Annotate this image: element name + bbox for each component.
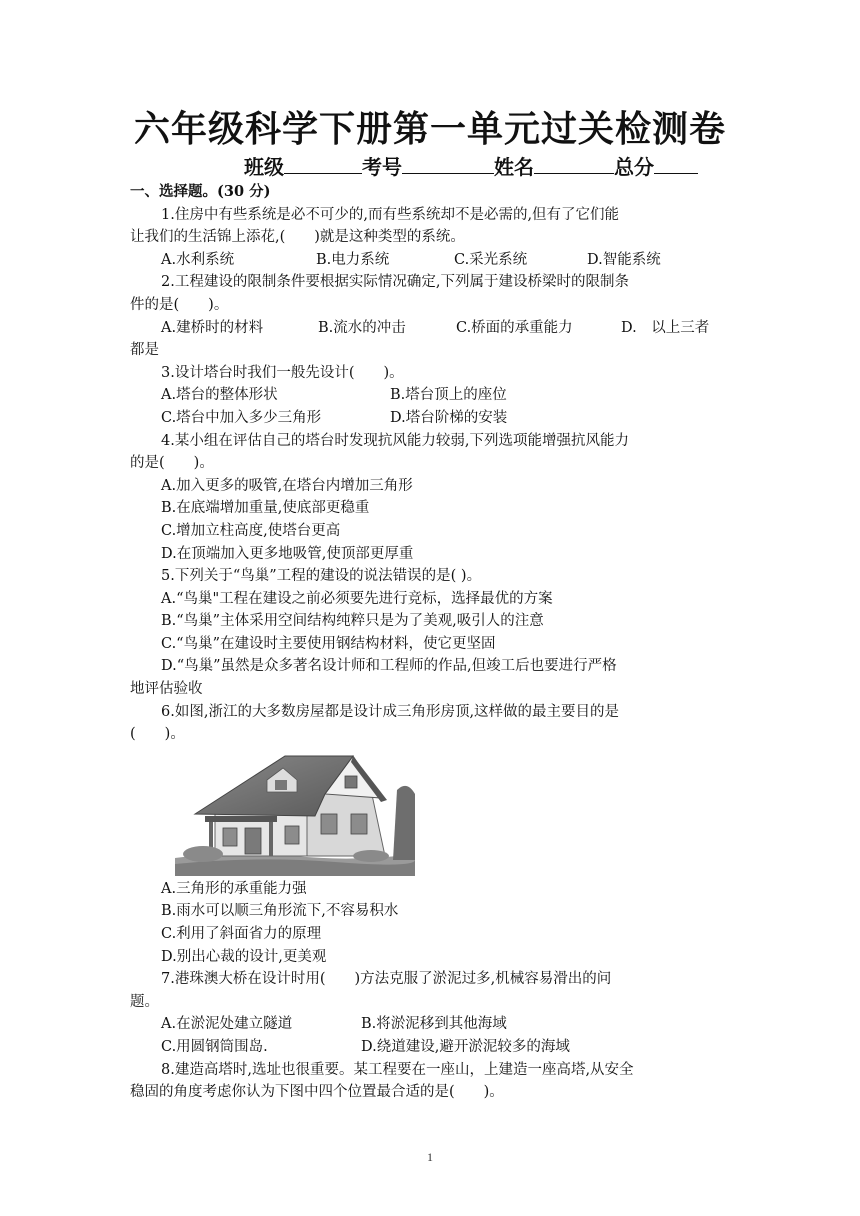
option-a: A.水利系统 [161, 251, 235, 268]
option-a: A.“鸟巢"工程在建设之前必须要先进行竞标，选择最优的方案 [161, 590, 553, 607]
option-d: D.智能系统 [587, 251, 661, 268]
score-label: 总分 [614, 155, 654, 179]
section-heading: 一、选择题。(30 分) [130, 183, 271, 200]
option-c: C.“鸟巢”在建设时主要使用钢结构材料，使它更坚固 [161, 635, 496, 652]
number-blank[interactable] [402, 151, 494, 174]
option-d: D. 以上三者 [621, 319, 710, 336]
option-b: B.将淤泥移到其他海域 [361, 1016, 507, 1033]
option-b: B.“鸟巢”主体采用空间结构纯粹只是为了美观,吸引人的注意 [161, 613, 544, 630]
question-6-line-2: ( )。 [130, 726, 185, 743]
question-5-line-1: 5.下列关于“鸟巢”工程的建设的说法错误的是( )。 [161, 568, 482, 585]
option-a: A.建桥时的材料 [161, 319, 264, 336]
class-label: 班级 [244, 155, 284, 179]
option-d: D.绕道建设,避开淤泥较多的海域 [361, 1039, 570, 1055]
question-8-line-1: 8.建造高塔时,选址也很重要。某工程要在一座山，上建造一座高塔,从安全 [161, 1061, 634, 1078]
option-b: B.塔台顶上的座位 [390, 387, 507, 404]
number-label: 考号 [362, 155, 402, 179]
student-info-line [244, 151, 734, 181]
question-7-line-1: 7.港珠澳大桥在设计时用( )方法克服了淤泥过多,机械容易滑出的问 [161, 971, 612, 988]
option-b: B.电力系统 [316, 251, 390, 268]
question-2-line-2: 件的是( )。 [130, 296, 229, 313]
question-3-options-row-1 [130, 384, 730, 407]
question-1-line-2: 让我们的生活锦上添花,( )就是这种类型的系统。 [130, 229, 465, 246]
question-8-line-2: 稳固的角度考虑你认为下图中四个位置最合适的是( )。 [130, 1084, 504, 1101]
house-illustration [130, 746, 730, 878]
question-4-line-2: 的是( )。 [130, 455, 214, 472]
option-d: D.“鸟巢”虽然是众多著名设计师和工程师的作品,但竣工后也要进行严格 [161, 658, 617, 675]
option-a: A.三角形的承重能力强 [161, 880, 307, 897]
option-a: A.在淤泥处建立隧道 [161, 1016, 293, 1033]
option-b: B.雨水可以顺三角形流下,不容易积水 [161, 903, 399, 920]
option-b: B.流水的冲击 [318, 319, 406, 336]
name-label: 姓名 [494, 155, 534, 179]
name-blank[interactable] [534, 151, 614, 174]
question-3-options-row-2 [130, 407, 730, 430]
question-1-options [130, 249, 730, 272]
option-c: C.桥面的承重能力 [456, 319, 573, 336]
option-d: D.别出心裁的设计,更美观 [161, 948, 327, 965]
option-c: C.采光系统 [454, 251, 528, 268]
class-blank[interactable] [284, 151, 362, 174]
option-c: C.利用了斜面省力的原理 [161, 926, 322, 943]
question-3-line-1: 3.设计塔台时我们一般先设计( )。 [161, 364, 404, 381]
score-blank[interactable] [654, 151, 698, 174]
option-d: D.在顶端加入更多地吸管,使顶部更厚重 [161, 545, 414, 562]
question-6-line-1: 6.如图,浙江的大多数房屋都是设计成三角形房顶,这样做的最主要目的是 [161, 703, 620, 720]
page-title: 六年级科学下册第一单元过关检测卷 [133, 109, 726, 150]
option-c: C.塔台中加入多少三角形 [161, 409, 322, 426]
question-7-options-row-1 [130, 1013, 730, 1036]
option-d: D.塔台阶梯的安装 [390, 409, 508, 426]
exam-content [130, 181, 730, 1104]
option-a: A.塔台的整体形状 [161, 387, 278, 404]
question-5-option-tail: 地评估验收 [130, 681, 203, 698]
option-b: B.在底端增加重量,使底部更稳重 [161, 500, 370, 517]
question-4-line-1: 4.某小组在评估自己的塔台时发现抗风能力较弱,下列选项能增强抗风能力 [161, 432, 629, 449]
question-2-options [130, 317, 730, 340]
question-1-line-1: 1.住房中有些系统是必不可少的,而有些系统却不是必需的,但有了它们能 [161, 206, 620, 223]
page-number: 1 [427, 1150, 433, 1164]
question-7-line-2: 题。 [130, 993, 159, 1010]
question-2-option-tail: 都是 [130, 342, 159, 359]
option-a: A.加入更多的吸管,在塔台内增加三角形 [161, 477, 413, 494]
option-c: C.增加立柱高度,使塔台更高 [161, 522, 341, 539]
house-image [175, 750, 415, 876]
question-2-line-1: 2.工程建设的限制条件要根据实际情况确定,下列属于建设桥梁时的限制条 [161, 274, 629, 291]
option-c: C.用圆钢筒围岛. [161, 1039, 268, 1055]
question-7-options-row-2 [130, 1036, 730, 1059]
